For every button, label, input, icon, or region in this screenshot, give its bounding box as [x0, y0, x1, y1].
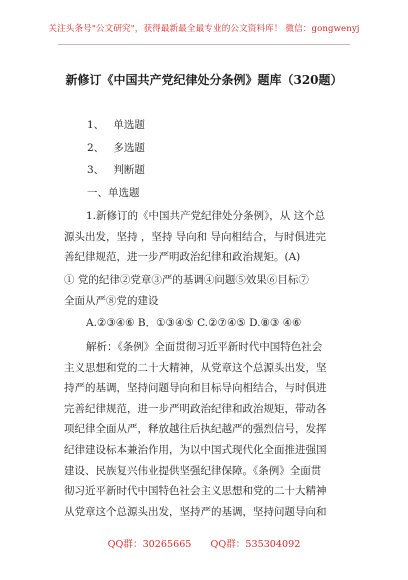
table-of-contents: [87, 117, 145, 185]
explanation-line: 解析：《条例》全面贯彻习近平新时代中国特色社会: [86, 341, 323, 353]
options-line: ① 党的纪律②党章③严的基调④问题⑤效果⑥目标⑦: [64, 274, 309, 286]
toc-item: [87, 162, 145, 185]
question-line: 善纪律规范，进一步严明政治纪律和政治规矩。(A): [64, 251, 301, 264]
toc-item-number: 3、: [87, 164, 105, 176]
header-banner: 关注头条号"公文研究"，获得最新最全最专业的公文资料库！ 微信：gongwenyj: [48, 24, 360, 34]
explanation-line: 项纪律全面从严，释放越往后执纪越严的强烈信号，发挥: [64, 423, 327, 436]
qq-group-2: QQ群：535304092: [210, 539, 301, 550]
answer-choices: [64, 313, 354, 334]
toc-item: [87, 117, 145, 140]
explanation-line: 主义思想和党的二十大精神，从党章这个总源头出发，坚: [64, 361, 327, 374]
explanation-line: 建设、民族复兴伟业提供坚强纪律保障。《条例》全面贯: [64, 464, 322, 477]
explanation-text: [64, 337, 354, 522]
toc-item: [87, 140, 145, 163]
options-line: 全面从严⑧党的建设: [64, 294, 159, 307]
toc-item-number: 1、: [87, 119, 105, 131]
toc-item-label: 单选题: [113, 119, 145, 131]
explanation-line: 完善纪律规范，进一步严明政治纪律和政治规矩，带动各: [64, 402, 327, 415]
explanation-line: 彻习近平新时代中国特色社会主义思想和党的二十大精神: [64, 485, 327, 498]
document-title: 新修订《中国共产党纪律处分条例》题库（320题）: [65, 73, 343, 87]
section-heading: 一、单选题: [87, 187, 140, 199]
toc-item-number: 2、: [87, 141, 105, 154]
toc-item-label: 多选题: [113, 141, 145, 154]
question-text: [64, 206, 354, 268]
qq-group-1: QQ群：30265665: [107, 539, 192, 550]
question-options: [64, 270, 354, 311]
answer-line: A.②③④⑥ B．①③④⑤ C.②⑦④⑤ D.⑧③ ④⑥: [86, 317, 302, 329]
explanation-line: 纪律建设标本兼治作用，为以中国式现代化全面推进强国: [64, 443, 327, 456]
explanation-line: 持严的基调，坚持问题导向和目标导向相结合，与时俱进: [64, 382, 327, 395]
header-divider: [58, 44, 350, 45]
footer-contact: [0, 536, 408, 550]
toc-item-label: 判断题: [113, 164, 145, 176]
question-line: 1.新修订的《中国共产党纪律处分条例》，从 这个总: [86, 210, 326, 222]
question-line: 源头出发，坚持 ，坚持 导向和 导向相结合，与时俱进完: [64, 230, 327, 243]
explanation-line: 从党章这个总源头出发，坚持严的基调，坚持问题导向和: [64, 505, 327, 518]
